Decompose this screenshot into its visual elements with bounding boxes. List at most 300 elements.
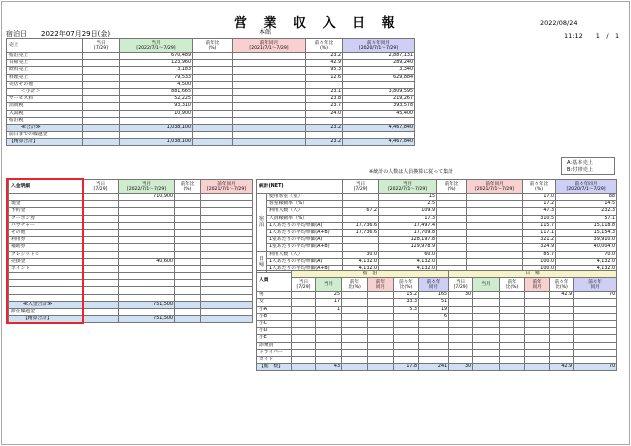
payments-today (83, 215, 119, 222)
persons-day-month (473, 342, 500, 349)
persons-day-prev2 (574, 320, 617, 327)
payments-table (8, 179, 253, 323)
payments-row (9, 194, 253, 201)
payments-month: 710,900 (119, 194, 175, 201)
persons-day-ratio (500, 306, 525, 313)
sales-row (7, 110, 415, 117)
persons-day-today: 30 (449, 292, 473, 299)
payments-month (119, 294, 175, 301)
sales-ratio (193, 96, 233, 103)
sales-month: 3,183 (120, 67, 193, 74)
sales-today (83, 132, 120, 139)
payments-prev-month (201, 294, 253, 301)
sales-prev2-month: 219,267 (343, 96, 415, 103)
persons-stay-prev2: 6 (419, 313, 449, 320)
sales-row-label: 【精算合計】 (7, 139, 83, 146)
persons-day-ratio2 (550, 306, 574, 313)
persons-day-ratio (500, 313, 525, 320)
sales-col-header: 前々年同月 [2020/7/1～7/29] (343, 39, 415, 53)
stats-ratio (437, 244, 467, 251)
payments-ratio (175, 237, 201, 244)
stats-today (343, 237, 379, 244)
payments-ratio (175, 265, 201, 272)
persons-stay-ratio2 (394, 313, 419, 320)
persons-sub-header: 前年 同月 (368, 278, 394, 292)
payments-prev-month (201, 301, 253, 308)
payments-ratio (175, 280, 201, 287)
sales-prev-month (233, 103, 306, 110)
payments-row-label (9, 273, 83, 280)
stats-today: 67.2 (343, 208, 379, 215)
sales-row-label: 宿泊売上 (7, 53, 83, 60)
sales-row (7, 88, 415, 95)
stats-row (257, 201, 617, 208)
payments-row-label: その他 (9, 229, 83, 236)
persons-stay-prev2: 51 (419, 299, 449, 306)
stats-ratio (437, 258, 467, 265)
payments-month: 751,500 (119, 301, 175, 308)
payments-today (83, 229, 119, 236)
sales-row (7, 96, 415, 103)
persons-day-prev (525, 292, 550, 299)
persons-stay-ratio2: 33.3 (394, 299, 419, 306)
persons-day-prev2 (574, 356, 617, 363)
payments-label-head: 入金明細 (9, 180, 83, 194)
sales-row-label: サービス料 (7, 96, 83, 103)
payments-row-label: 滞在繰越金 (9, 309, 83, 316)
sales-today (83, 74, 120, 81)
stats-col-header: 当月 [2022/7/1～7/29] (379, 180, 437, 194)
sales-ratio (193, 110, 233, 117)
stats-prev2-month: 4,132.0 (556, 265, 617, 272)
sales-row-label: 宿泊税 (7, 117, 83, 124)
sales-today (83, 60, 120, 67)
stats-today (343, 244, 379, 251)
stats-group-day: 日 帰 (257, 251, 267, 273)
stats-row-label: 人員稼動率（%） (267, 215, 343, 222)
persons-row (257, 342, 617, 349)
persons-row (257, 364, 617, 371)
payments-row-label: ≪入金合計≫ (9, 301, 83, 308)
stats-prev-month (467, 194, 523, 201)
payments-row (9, 237, 253, 244)
stats-row (257, 222, 617, 229)
stats-label-head: 統計(NET) (257, 180, 343, 194)
sales-today (83, 139, 120, 146)
stats-row (257, 194, 617, 201)
sales-ratio2: 23.7 (306, 103, 343, 110)
payments-row (9, 265, 253, 272)
sales-row-label: ＜小計＞ (7, 88, 83, 95)
persons-stay-prev2 (419, 335, 449, 342)
persons-row-label: 小D (257, 328, 292, 335)
persons-day-prev2: 70 (574, 292, 617, 299)
sales-prev-month (233, 67, 306, 74)
stats-col-header: 前年同月 [2021/7/1～7/29] (467, 180, 523, 194)
payments-today (83, 208, 119, 215)
stay-date: 宿泊日 2022年07月29日(金) (6, 30, 111, 38)
stats-ratio2: 115.7 (523, 222, 556, 229)
persons-row-label: 添乗員 (257, 342, 292, 349)
sales-row (7, 124, 415, 131)
sales-month: 79,533 (120, 74, 193, 81)
persons-day-ratio2 (550, 328, 574, 335)
stats-prev-month (467, 215, 523, 222)
persons-stay-today (292, 335, 316, 342)
sales-row (7, 117, 415, 124)
persons-stay-prev2: 241 (419, 364, 449, 371)
payments-row (9, 244, 253, 251)
persons-day-ratio2 (550, 299, 574, 306)
persons-day-ratio2: 42.9 (550, 292, 574, 299)
sales-prev2-month: 4,467,840 (343, 139, 415, 146)
sales-ratio (193, 88, 233, 95)
sales-ratio2 (306, 81, 343, 88)
persons-row-label: 小B (257, 313, 292, 320)
persons-day-month (473, 356, 500, 363)
legend-box (561, 157, 615, 175)
persons-sub-header: 前々年 比(%) (550, 278, 574, 292)
persons-stay-prev (368, 306, 394, 313)
payments-today (83, 294, 119, 301)
payments-row (9, 309, 253, 316)
stats-row (257, 229, 617, 236)
payments-ratio (175, 287, 201, 294)
persons-day-prev (525, 356, 550, 363)
persons-day-prev (525, 328, 550, 335)
payments-month (119, 215, 175, 222)
sales-col-header: 前々年比 (%) (306, 39, 343, 53)
stats-group-stay: 宿 泊 (257, 194, 267, 252)
sales-prev-month (233, 81, 306, 88)
persons-stay-month: 1 (316, 306, 342, 313)
payments-ratio (175, 222, 201, 229)
stats-ratio2: 17.2 (523, 201, 556, 208)
stats-ratio (437, 229, 467, 236)
stats-today: 4,132.0 (343, 265, 379, 272)
stats-header-row (257, 180, 617, 194)
persons-sub-header: 当月 (316, 278, 342, 292)
payments-month (119, 201, 175, 208)
persons-day-prev (525, 299, 550, 306)
sales-row-label: 売店その他 (7, 81, 83, 88)
sales-prev2-month: 45,400 (343, 110, 415, 117)
sales-row (7, 103, 415, 110)
payments-row (9, 280, 253, 287)
persons-day-ratio (500, 356, 525, 363)
payments-ratio (175, 229, 201, 236)
persons-stay-ratio (342, 342, 368, 349)
persons-stay-prev2 (419, 342, 449, 349)
persons-stay-prev2 (419, 320, 449, 327)
payments-month (119, 208, 175, 215)
payments-row-label: ポイント (9, 265, 83, 272)
sales-row-label: 消費税 (7, 103, 83, 110)
sales-prev-month (233, 60, 306, 67)
stats-row (257, 244, 617, 251)
legend-a: A:基本売上 (567, 160, 593, 166)
persons-table (256, 270, 617, 371)
persons-stay-ratio2 (394, 328, 419, 335)
stats-today: 17,736.6 (343, 229, 379, 236)
sales-row-label: 日帰売上 (7, 60, 83, 67)
sales-month: 4,500 (120, 81, 193, 88)
stats-ratio2: 100.0 (523, 265, 556, 272)
stats-month: 60.0 (379, 251, 437, 258)
persons-group-row (257, 271, 617, 278)
persons-day-ratio2 (550, 356, 574, 363)
sales-header-row (7, 39, 415, 53)
payments-ratio (175, 258, 201, 265)
sales-ratio2: 23.2 (306, 53, 343, 60)
sales-row (7, 139, 415, 146)
stats-table (256, 179, 617, 273)
persons-sub-header: 当日 [7/29] (292, 278, 316, 292)
persons-day-month (473, 313, 500, 320)
persons-sub-header: 前年 同月 (525, 278, 550, 292)
persons-day-ratio (500, 328, 525, 335)
sales-prev2-month: 4,467,840 (343, 124, 415, 131)
persons-sub-header: 前々年 同月 (419, 278, 449, 292)
sales-month (120, 132, 193, 139)
payments-row-label (9, 280, 83, 287)
payments-col-header: 当月 [2022/7/1～7/29] (119, 180, 175, 194)
persons-stay-prev2: 165 (419, 292, 449, 299)
stats-prev2-month: 15,154.3 (556, 229, 617, 236)
print-date: 2022/08/24 (540, 19, 578, 27)
sales-row-label: 飲料売上 (7, 67, 83, 74)
stats-ratio2: 100.0 (523, 258, 556, 265)
sales-prev2-month: 629,884 (343, 74, 415, 81)
stats-row-label: 利用人数（人） (267, 208, 343, 215)
stats-ratio (437, 251, 467, 258)
persons-stay-prev (368, 320, 394, 327)
stats-note: ※統計の人数は人員換算に従って集計 (369, 169, 454, 175)
stats-ratio (437, 222, 467, 229)
sales-prev-month (233, 74, 306, 81)
payments-row (9, 215, 253, 222)
persons-row-label: 小A (257, 306, 292, 313)
sales-col-header: 当日 [7/29] (83, 39, 120, 53)
payments-prev-month (201, 237, 253, 244)
persons-day-prev (525, 313, 550, 320)
payments-row-label: バウチャー (9, 222, 83, 229)
payments-today (83, 258, 119, 265)
report-page (1, 1, 630, 445)
sales-month: 10,900 (120, 110, 193, 117)
payments-prev-month (201, 316, 253, 323)
stats-month: 17,709.8 (379, 229, 437, 236)
stats-row-label: 1人あたりの平均単価(A+B) (267, 229, 343, 236)
persons-day-ratio (500, 349, 525, 356)
sales-ratio2: 24.0 (306, 110, 343, 117)
print-time-page: 11:12 1 / 1 (564, 32, 620, 40)
sales-ratio2: 42.9 (306, 60, 343, 67)
payments-prev-month (201, 265, 253, 272)
persons-sub-header: 当日 [7/29] (449, 278, 473, 292)
persons-stay-prev (368, 349, 394, 356)
sales-ratio2: 23.8 (306, 96, 343, 103)
payments-month (119, 309, 175, 316)
payments-prev-month (201, 215, 253, 222)
payments-col-header: 前年比 (%) (175, 180, 201, 194)
stats-ratio2: 47.3 (523, 208, 556, 215)
persons-stay-ratio2: 17.8 (394, 364, 419, 371)
payments-ratio (175, 316, 201, 323)
persons-header-row (257, 278, 617, 292)
persons-day-ratio2 (550, 313, 574, 320)
persons-day-month (473, 349, 500, 356)
sales-today (83, 124, 120, 131)
stats-row (257, 251, 617, 258)
sales-month (120, 117, 193, 124)
stats-today (343, 194, 379, 201)
sales-row (7, 74, 415, 81)
payments-ratio (175, 201, 201, 208)
stats-month: 15 (379, 194, 437, 201)
sales-prev2-month: 2,887,131 (343, 53, 415, 60)
persons-stay-month (316, 335, 342, 342)
payments-row (9, 229, 253, 236)
persons-stay-ratio (342, 364, 368, 371)
persons-day-prev (525, 342, 550, 349)
stats-today (343, 201, 379, 208)
sales-ratio (193, 60, 233, 67)
payments-ratio (175, 301, 201, 308)
persons-stay-today (292, 342, 316, 349)
sales-prev-month (233, 139, 306, 146)
persons-stay-ratio (342, 320, 368, 327)
stats-month: 109.9 (379, 208, 437, 215)
payments-row-label: 売掛金 (9, 258, 83, 265)
stats-row-label: 1人あたりの平均単価(A) (267, 222, 343, 229)
sales-row (7, 81, 415, 88)
stats-today: 4,132.0 (343, 258, 379, 265)
persons-row-label: 【総 数】 (257, 364, 292, 371)
sales-month: 52,225 (120, 96, 193, 103)
persons-day-prev2 (574, 342, 617, 349)
persons-day-ratio (500, 292, 525, 299)
sales-ratio (193, 67, 233, 74)
persons-sub-header: 当月 (473, 278, 500, 292)
persons-day-ratio2 (550, 335, 574, 342)
payments-month (119, 244, 175, 251)
legend-b: B:付帯売上 (567, 166, 594, 173)
payments-month (119, 265, 175, 272)
sales-ratio2: 23.2 (306, 139, 343, 146)
payments-month (119, 229, 175, 236)
payments-row-label: クーポン券 (9, 215, 83, 222)
persons-row-label: ガイド (257, 356, 292, 363)
payments-prev-month (201, 287, 253, 294)
payments-prev-month (201, 280, 253, 287)
stats-ratio2: 321.2 (523, 237, 556, 244)
sales-row-label: ≪合計≫ (7, 124, 83, 131)
sales-ratio2: 23.1 (306, 88, 343, 95)
payments-row (9, 258, 253, 265)
payments-prev-month (201, 229, 253, 236)
payments-ratio (175, 309, 201, 316)
payments-ratio (175, 208, 201, 215)
persons-day-ratio (500, 335, 525, 342)
sales-prev-month (233, 96, 306, 103)
persons-day-month (473, 306, 500, 313)
sales-today (83, 88, 120, 95)
payments-row-label (9, 287, 83, 294)
persons-stay-prev2 (419, 356, 449, 363)
stats-prev-month (467, 237, 523, 244)
persons-stay-ratio2: 5.3 (394, 306, 419, 313)
payments-row-label: クレジット☆ (9, 251, 83, 258)
sales-ratio (193, 139, 233, 146)
persons-day-head: 日 帰 (449, 271, 617, 278)
persons-stay-ratio2 (394, 342, 419, 349)
payments-today (83, 201, 119, 208)
payments-today (83, 222, 119, 229)
sales-prev-month (233, 110, 306, 117)
persons-row (257, 306, 617, 313)
stats-row (257, 258, 617, 265)
payments-row (9, 222, 253, 229)
payments-row-label: 補助券 (9, 244, 83, 251)
sales-ratio (193, 117, 233, 124)
sales-prev2-month (343, 117, 415, 124)
payments-row-label: 【精算合計】 (9, 316, 83, 323)
sales-prev-month (233, 132, 306, 139)
sales-ratio (193, 53, 233, 60)
persons-day-prev2 (574, 328, 617, 335)
persons-stay-month (316, 320, 342, 327)
sales-prev2-month: 3,340 (343, 67, 415, 74)
persons-day-today: 30 (449, 364, 473, 371)
stats-prev2-month: 232.3 (556, 208, 617, 215)
stats-ratio (437, 208, 467, 215)
payments-today (83, 287, 119, 294)
persons-stay-today (292, 328, 316, 335)
persons-day-today (449, 320, 473, 327)
payments-prev-month (201, 251, 253, 258)
payments-today (83, 194, 119, 201)
payments-today (83, 244, 119, 251)
sales-ratio (193, 81, 233, 88)
sales-today (83, 117, 120, 124)
persons-day-ratio (500, 364, 525, 371)
payments-prev-month (201, 222, 253, 229)
stats-row-label: 客室稼動率（%） (267, 201, 343, 208)
persons-stay-today (292, 299, 316, 306)
sales-ratio (193, 124, 233, 131)
persons-stay-head: 宿 泊 (292, 271, 449, 278)
payments-prev-month (201, 194, 253, 201)
persons-stay-month (316, 342, 342, 349)
stats-today: 17,736.6 (343, 222, 379, 229)
stats-month: 2.5 (379, 201, 437, 208)
persons-stay-today (292, 364, 316, 371)
stats-prev-month (467, 251, 523, 258)
payments-month (119, 251, 175, 258)
persons-sub-header: 前年 比(%) (500, 278, 525, 292)
persons-stay-ratio (342, 335, 368, 342)
stats-ratio (437, 201, 467, 208)
sales-row (7, 67, 415, 74)
sales-today (83, 103, 120, 110)
sales-row (7, 60, 415, 67)
payments-month (119, 287, 175, 294)
stats-row (257, 215, 617, 222)
persons-stay-month (316, 328, 342, 335)
sales-ratio (193, 132, 233, 139)
persons-row (257, 320, 617, 327)
